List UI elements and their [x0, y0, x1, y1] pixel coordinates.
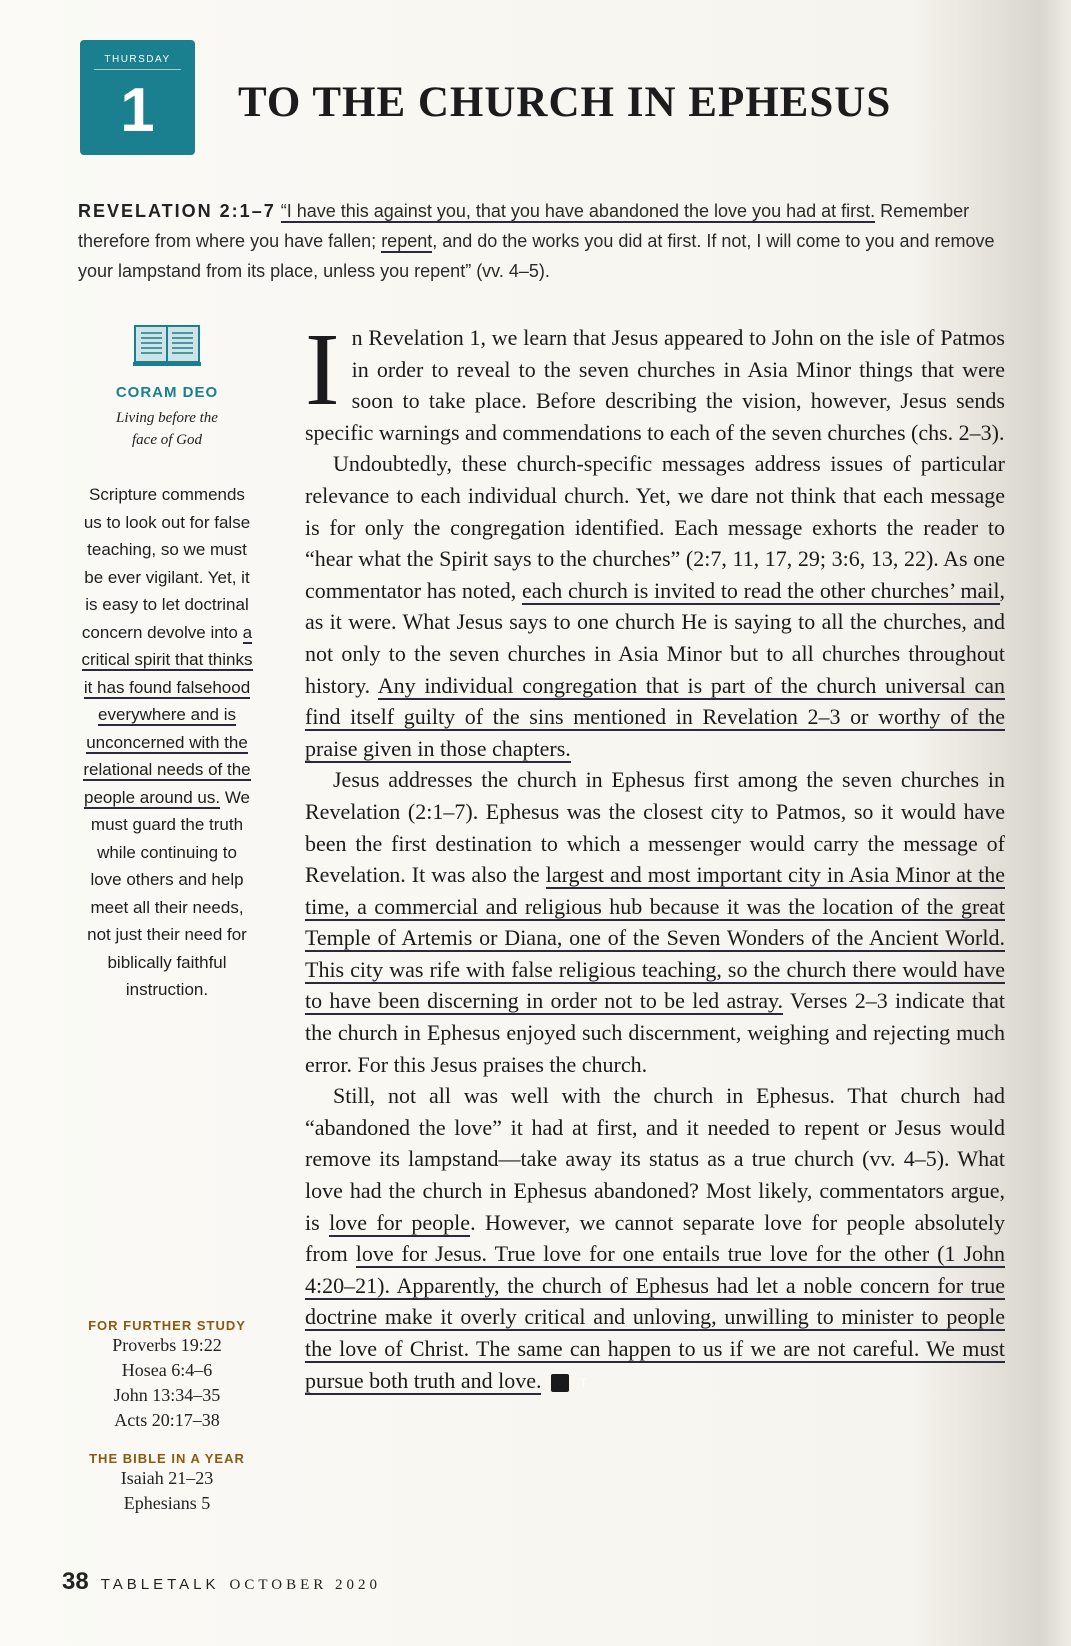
scripture-quote-3: repent: [381, 231, 433, 251]
scripture-reference: REVELATION 2:1–7: [78, 201, 276, 221]
paragraph-text: Jesus addresses the church in Ephesus first among the seven churches in Revelation (2:1–7). Ephesus was the closest city to Patmos, so it would have been the first destination to which a messenger would carry the message of Revelation. It was also the: [305, 767, 1005, 888]
coram-deo-subheading: Living before the face of God: [116, 410, 218, 448]
magazine-name: TABLETALK: [100, 1576, 220, 1593]
drop-cap: I: [305, 312, 340, 427]
paragraph-text: Verses 2–3 indicate that the church in Ephesus enjoyed such discernment, weighing and rejecting much error. For this Jesus praises the church.: [305, 988, 1005, 1077]
day-of-week: THURSDAY: [94, 40, 181, 70]
article-paragraph-3: [305, 764, 1005, 1080]
coram-deo-heading: CORAM DEO: [115, 384, 219, 401]
issue-date: OCTOBER 2020: [229, 1577, 381, 1593]
scripture-quote-1: “I have this against you, that you have abandoned the love you had at first.: [280, 201, 876, 221]
coram-deo-sidebar: [62, 320, 272, 1004]
further-study-label: FOR FURTHER STUDY: [88, 1318, 246, 1333]
sidebar-text-underlined: a critical spirit that thinks it has found falsehood everywhere and is unconcerned with the relational needs of the people around us.: [81, 622, 253, 807]
open-bible-icon: [132, 320, 202, 368]
paragraph-text: Still, not all was well with the church in Ephesus. That church had “abandoned the love” it had at first, and it needed to repent or Jesus would remove its lampstand—take away its status as a true church (vv. 4–5). What love had the church in Ephesus abandoned? Most likely, commentators argue, is: [305, 1083, 1005, 1235]
sidebar-text-2: We must guard the truth while continuing to love others and help meet all their needs, not just their need for biblically faithful instruction.: [87, 787, 251, 999]
further-study-item: Proverbs 19:22: [112, 1335, 222, 1355]
tabletalk-end-mark-icon: T: [551, 1374, 569, 1392]
article-paragraph-4: [305, 1080, 1005, 1396]
article-paragraph-1: [305, 312, 1005, 448]
scripture-quote-2: Remember therefore from where you have fallen;: [78, 201, 970, 251]
highlighted-text: Any individual congregation that is part of the church universal can find itself guilty of the sins mentioned in Revelation 2–3 or worthy of the praise given in those chapters.: [305, 672, 1005, 761]
bible-in-a-year-item: Ephesians 5: [123, 1493, 211, 1513]
day-badge: [80, 40, 195, 155]
paragraph-text: . However, we cannot separate love for people absolutely from: [305, 1209, 1005, 1267]
page-title: TO THE CHURCH IN EPHESUS: [238, 79, 892, 126]
scripture-quote-4: , and do the works you did at first. If not, I will come to you and remove your lampstand from its place, unless you repent” (vv. 4–5).: [78, 231, 995, 281]
scripture-passage: [78, 196, 1008, 286]
bible-in-a-year-item: Isaiah 21–23: [120, 1468, 214, 1488]
highlighted-text: each church is invited to read the other churches’ mail: [521, 577, 1000, 603]
bible-in-a-year-label: THE BIBLE IN A YEAR: [89, 1451, 245, 1466]
paragraph-text: n Revelation 1, we learn that Jesus appeared to John on the isle of Patmos in order to reveal to the seven churches in Asia Minor things that were soon to take place. Before describing the vision, however, Jesus sends specific warnings and commendations to each of the seven churches (chs. 2–3).: [305, 325, 1005, 445]
further-study-item: John 13:34–35: [113, 1385, 221, 1405]
day-number: 1: [120, 76, 155, 145]
highlighted-text: love for people: [329, 1209, 471, 1235]
page-number: 38: [62, 1568, 89, 1595]
further-study-item: Acts 20:17–38: [114, 1410, 220, 1430]
article-paragraph-2: [305, 448, 1005, 764]
page-footer: [62, 1568, 381, 1596]
further-study-item: Hosea 6:4–6: [121, 1360, 213, 1380]
article-body: [305, 312, 1005, 1396]
coram-deo-body: [62, 481, 272, 1004]
highlighted-text: largest and most important city in Asia Minor at the time, a commercial and religious hub because it was the location of the great Temple of Artemis or Diana, one of the Seven Wonders of the Ancient World. This city was rife with false religious teaching, so the church there would have to have been discerning in order not to be led astray.: [305, 862, 1005, 1014]
paragraph-text: Undoubtedly, these church-specific messages address issues of particular relevance to each individual church. Yet, we dare not think that each message is for only the congregation identified. Each message exhorts the reader to “hear what the Spirit says to the churches” (2:7, 11, 17, 29; 3:6, 13, 22). As one commentator has noted,: [305, 451, 1005, 603]
sidebar-text-1: Scripture commends us to look out for false teaching, so we must be ever vigilant. Yet, it is easy to let doctrinal concern devolve into: [81, 485, 251, 642]
study-references: [62, 1318, 272, 1516]
paragraph-text: , as it were. What Jesus says to one church He is saying to all the churches, and not only to the seven churches in Asia Minor but to all churches throughout history.: [305, 577, 1005, 698]
highlighted-text: love for Jesus. True love for one entails true love for the other (1 John 4:20–21). Apparently, the church of Ephesus had let a noble concern for true doctrine make it overly critical and unloving, unwilling to minister to people the love of Christ. The same can happen to us if we are not careful. We must pursue both truth and love.: [305, 1241, 1005, 1393]
